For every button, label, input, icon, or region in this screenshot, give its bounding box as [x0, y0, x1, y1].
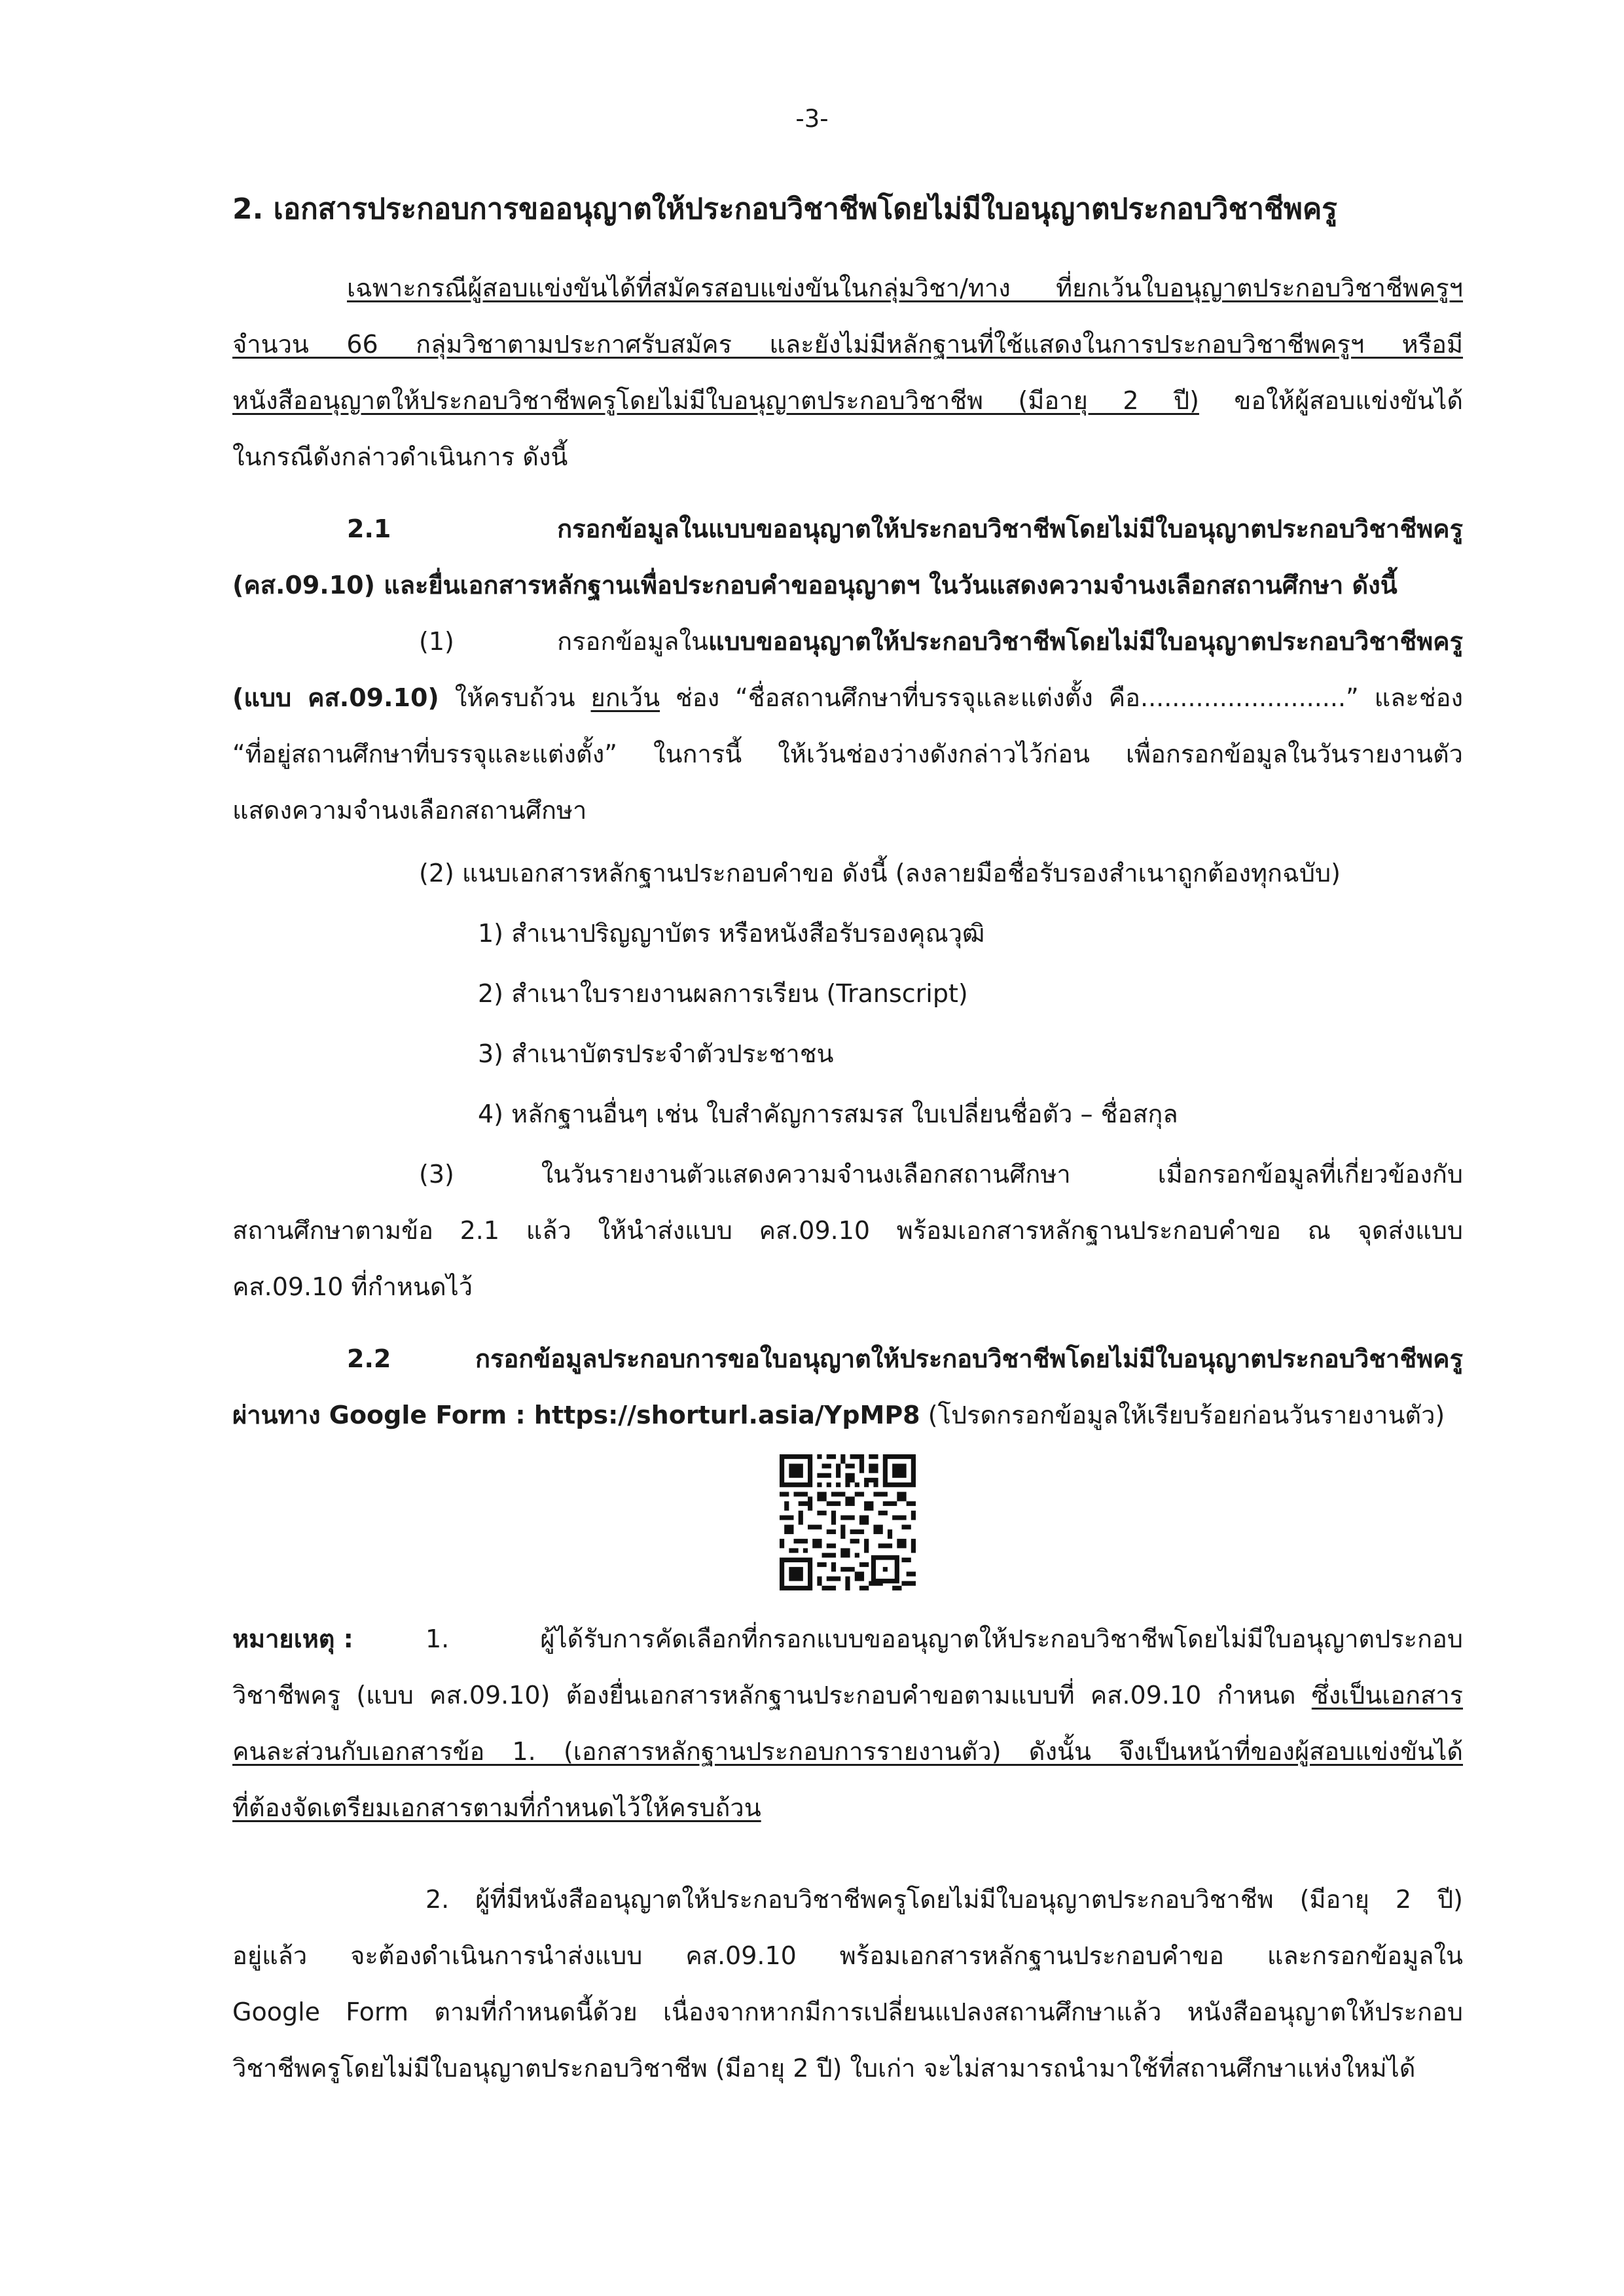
intro-line-3: [232, 381, 1463, 420]
note-label: หมายเหตุ :: [232, 1624, 353, 1653]
step-1-line-2: [232, 678, 1463, 717]
intro-text-1: เฉพาะกรณีผู้สอบแข่งขันได้ที่สมัครสอบแข่งขันในกลุ่มวิชา/ทาง ที่ยกเว้นใบอนุญาตประกอบวิชาชีพครูฯ: [347, 274, 1463, 302]
google-form-link[interactable]: ผ่านทาง Google Form : https://shorturl.asia/YpMP8: [232, 1401, 920, 1429]
subsection-2-1-title-line-2: (คส.09.10) และยื่นเอกสารหลักฐานเพื่อประกอบคำขออนุญาตฯ ในวันแสดงความจำนงเลือกสถานศึกษา ดังนี้: [232, 571, 1398, 600]
note-1-text-3: คนละส่วนกับเอกสารข้อ 1. (เอกสารหลักฐานประกอบการรายงานตัว) ดังนั้น จึงเป็นหน้าที่ของผู้สอบแข่งขันได้: [232, 1737, 1463, 1766]
step-1-text-b: ช่อง “ชื่อสถานศึกษาที่บรรจุและแต่งตั้ง คือ..........................” และช่อง: [660, 683, 1463, 712]
subsection-2-1-title-line-1: 2.1 กรอกข้อมูลในแบบขออนุญาตให้ประกอบวิชาชีพโดยไม่มีใบอนุญาตประกอบวิชาชีพครู: [347, 514, 1463, 543]
note-2-line-1: 2. ผู้ที่มีหนังสืออนุญาตให้ประกอบวิชาชีพครูโดยไม่มีใบอนุญาตประกอบวิชาชีพ (มีอายุ 2 ปี): [425, 1885, 1463, 1914]
step-2-text: (2) แนบเอกสารหลักฐานประกอบคำขอ ดังนี้ (ลงลายมือชื่อรับรองสำเนาถูกต้องทุกฉบับ): [419, 859, 1341, 888]
note-1-line-1: 1. ผู้ได้รับการคัดเลือกที่กรอกแบบขออนุญาตให้ประกอบวิชาชีพโดยไม่มีใบอนุญาตประกอบ: [425, 1624, 1463, 1653]
step-1-line-4: แสดงความจำนงเลือกสถานศึกษา: [232, 796, 587, 825]
step-1-line-1: [419, 622, 1463, 661]
note-1-line-3: [232, 1732, 1463, 1771]
step-1-form-code: (แบบ คส.09.10): [232, 683, 439, 712]
note-2-line-3: Google Form ตามที่กำหนดนี้ด้วย เนื่องจากหากมีการเปลี่ยนแปลงสถานศึกษาแล้ว หนังสืออนุญาตให้ประกอบ: [232, 1998, 1463, 2026]
note-1-text-4: ที่ต้องจัดเตรียมเอกสารตามที่กำหนดไว้ให้ครบถ้วน: [232, 1793, 761, 1822]
step-1-text-a: ให้ครบถ้วน: [439, 683, 591, 712]
intro-line-4: ในกรณีดังกล่าวดำเนินการ ดังนี้: [232, 442, 568, 471]
note-1-line-2: [232, 1676, 1463, 1715]
subsection-2-2-title-line-2: [232, 1395, 1463, 1435]
intro-text-2: จำนวน 66 กลุ่มวิชาตามประกาศรับสมัคร และยังไม่มีหลักฐานที่ใช้แสดงในการประกอบวิชาชีพครูฯ หรือมี: [232, 330, 1463, 359]
step-1-except: ยกเว้น: [590, 683, 660, 712]
list-item: 1) สำเนาปริญญาบัตร หรือหนังสือรับรองคุณวุฒิ: [478, 919, 985, 948]
note-2-line-4: วิชาชีพครูโดยไม่มีใบอนุญาตประกอบวิชาชีพ (มีอายุ 2 ปี) ใบเก่า จะไม่สามารถนำมาใช้ที่สถานศึกษาแห่งใหม่ได้: [232, 2054, 1416, 2083]
note-2-line-2: อยู่แล้ว จะต้องดำเนินการนำส่งแบบ คส.09.10 พร้อมเอกสารหลักฐานประกอบคำขอ และกรอกข้อมูลใน: [232, 1941, 1463, 1970]
step-3-line-2: สถานศึกษาตามข้อ 2.1 แล้ว ให้นำส่งแบบ คส.09.10 พร้อมเอกสารหลักฐานประกอบคำขอ ณ จุดส่งแบบ: [232, 1216, 1463, 1245]
intro-text-3a: หนังสืออนุญาตให้ประกอบวิชาชีพครูโดยไม่มีใบอนุญาตประกอบวิชาชีพ (มีอายุ 2 ปี): [232, 386, 1199, 415]
note-1-text-2b: ซึ่งเป็นเอกสาร: [1311, 1681, 1463, 1710]
qr-code-icon[interactable]: [780, 1454, 916, 1590]
intro-line-1: [347, 268, 1463, 308]
step-3-line-3: คส.09.10 ที่กำหนดไว้: [232, 1272, 473, 1301]
note-1-text-2a: วิชาชีพครู (แบบ คส.09.10) ต้องยื่นเอกสารหลักฐานประกอบคำขอตามแบบที่ คส.09.10 กำหนด: [232, 1681, 1312, 1710]
page-number: -3-: [795, 105, 829, 133]
list-item: 2) สำเนาใบรายงานผลการเรียน (Transcript): [478, 979, 968, 1008]
intro-text-3b: ขอให้ผู้สอบแข่งขันได้: [1199, 386, 1463, 415]
intro-line-2: [232, 325, 1463, 364]
note-1-line-4: [232, 1788, 1463, 1827]
step-1-prefix: (1) กรอกข้อมูลใน: [419, 627, 708, 656]
step-1-form-name: แบบขออนุญาตให้ประกอบวิชาชีพโดยไม่มีใบอนุญาตประกอบวิชาชีพครู: [708, 627, 1463, 656]
list-item: 3) สำเนาบัตรประจำตัวประชาชน: [478, 1039, 834, 1068]
section-heading: 2. เอกสารประกอบการขออนุญาตให้ประกอบวิชาชีพโดยไม่มีใบอนุญาตประกอบวิชาชีพครู: [232, 192, 1337, 226]
subsection-2-2-title-line-1: 2.2 กรอกข้อมูลประกอบการขอใบอนุญาตให้ประกอบวิชาชีพโดยไม่มีใบอนุญาตประกอบวิชาชีพครู: [347, 1344, 1463, 1373]
step-3-line-1: (3) ในวันรายงานตัวแสดงความจำนงเลือกสถานศึกษา เมื่อกรอกข้อมูลที่เกี่ยวข้องกับ: [419, 1160, 1463, 1189]
step-1-line-3: “ที่อยู่สถานศึกษาที่บรรจุและแต่งตั้ง” ในการนี้ ให้เว้นช่องว่างดังกล่าวไว้ก่อน เพื่อกรอกข้อมูลในวันรายงานตัว: [232, 740, 1463, 768]
list-item: 4) หลักฐานอื่นๆ เช่น ใบสำคัญการสมรส ใบเปลี่ยนชื่อตัว – ชื่อสกุล: [478, 1100, 1178, 1128]
google-form-note: (โปรดกรอกข้อมูลให้เรียบร้อยก่อนวันรายงานตัว): [920, 1401, 1445, 1429]
